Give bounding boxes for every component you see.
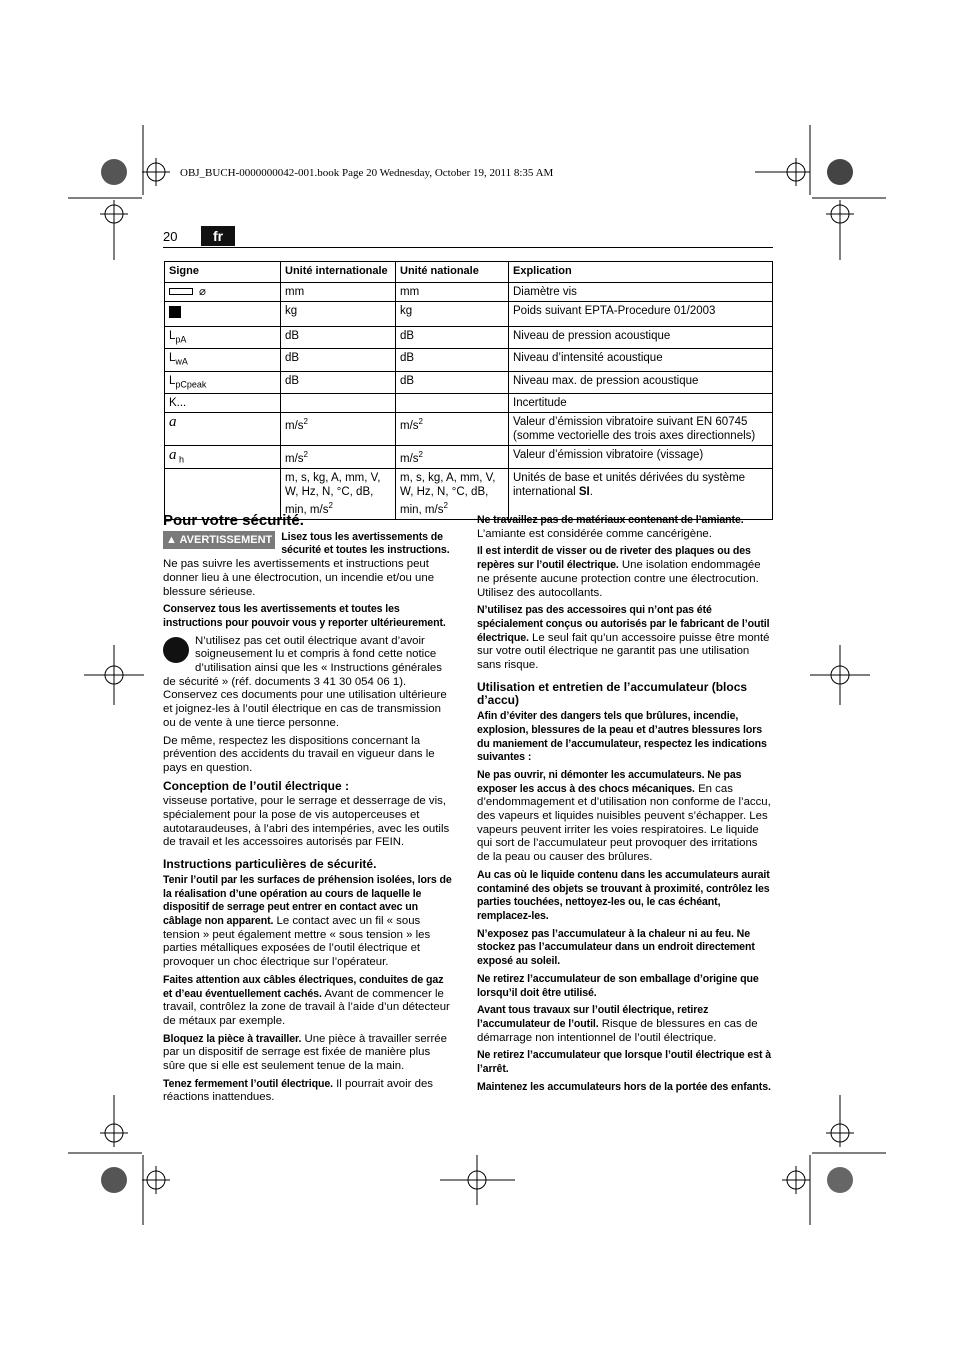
table-header-row	[165, 262, 773, 283]
table-header: Explication	[509, 262, 773, 283]
table-header: Unité internationale	[281, 262, 396, 283]
table-cell: $L_{wA}$	[165, 349, 281, 371]
paragraph: N’utilisez pas des accessoires qui n’ont pas été spécialement conçus ou autorisés par le fabricant de l’outil électrique. Le seul fait qu’un accessoire puisse être monté sur votre outil électrique ne garantit pas une utilisation sans risque.	[477, 604, 770, 672]
paragraph: Tenez fermement l’outil électrique. Il pourrait avoir des réactions inattendues.	[163, 1077, 433, 1104]
table-row	[165, 393, 773, 412]
table-cell: Valeur d’émission vibratoire (vissage)	[509, 445, 773, 468]
subheading: Utilisation et entretien de l’accumulateur (blocs d’accu)	[477, 679, 748, 708]
table-cell: m, s, kg, A, mm, V, W, Hz, N, °C, dB, min, $m/s^2$	[396, 469, 509, 520]
paragraph: Au cas où le liquide contenu dans les accumulateurs aurait contaminé des objets se trouvant à proximité, contrôlez les parties touchées, nettoyez-les ou, le cas échéant, remplacez-les.	[477, 868, 770, 922]
table-cell: $m/s^2$	[281, 445, 396, 468]
paragraph: Ne retirez l’accumulateur de son emballage d’origine que lorsqu’il doit être utilisé.	[477, 972, 759, 999]
table-row	[165, 412, 773, 445]
table-row	[165, 283, 773, 302]
table-cell: Niveau d’intensité acoustique	[509, 349, 773, 371]
table-header: Signe	[165, 262, 281, 283]
table-cell: Diamètre vis	[509, 283, 773, 302]
paragraph: Il est interdit de visser ou de riveter des plaques ou des repères sur l’outil électrique. Une isolation endommagée ne présente aucune protection contre une électrocution. Utilisez des autocollants.	[477, 545, 761, 599]
paragraph: Faites attention aux câbles électriques, conduites de gaz et d’eau éventuellement cachés. Avant de commencer le travail, contrôlez la zone de travail à l’aide d’un détecteur de métaux par exemple.	[163, 973, 450, 1027]
paragraph: Afin d’éviter des dangers tels que brûlures, incendie, explosion, blessures de la peau et d’autres blessures lors du maniement de l’accumulateur, respectez les indications suivantes :	[477, 710, 767, 764]
paragraph: visseuse portative, pour le serrage et desserrage de vis, spécialement pour la pose de vis autoperceuses et autotaraudeuses, à l’abri des intempéries, avec les outils de travail et les accessoires autorisés par FEIN.	[163, 795, 450, 849]
read-manual-icon	[163, 637, 189, 663]
table-cell: Poids suivant EPTA-Procedure 01/2003	[509, 302, 773, 327]
left-column	[163, 514, 455, 1109]
warning-badge: ▲ AVERTISSEMENT	[163, 531, 275, 549]
table-cell: Valeur d’émission vibratoire suivant EN 60745 (somme vectorielle des trois axes directionnels)	[509, 412, 773, 445]
paragraph: Avant tous travaux sur l’outil électrique, retirez l’accumulateur de l’outil. Risque de blessures en cas de démarrage non intentionnel de l’outil électrique.	[477, 1004, 758, 1044]
table-cell: Niveau max. de pression acoustique	[509, 371, 773, 393]
table-cell	[396, 393, 509, 412]
paragraph: Ne travaillez pas de matériaux contenant de l’amiante. L’amiante est considérée comme cancérigène.	[477, 514, 744, 540]
header-rule	[163, 247, 773, 248]
paragraph: Maintenez les accumulateurs hors de la portée des enfants.	[477, 1080, 771, 1093]
table-cell: dB	[396, 349, 509, 371]
table-cell: m, s, kg, A, mm, V, W, Hz, N, °C, dB, min, $m/s^2$	[281, 469, 396, 520]
table-row	[165, 445, 773, 468]
table-cell: Unités de base et unités dérivées du système international SI.	[509, 469, 773, 520]
table-cell: dB	[281, 349, 396, 371]
table-cell: mm	[281, 283, 396, 302]
table-cell: kg	[281, 302, 396, 327]
table-cell: a $_h$	[165, 445, 281, 468]
file-header-line: OBJ_BUCH-0000000042-001.book Page 20 Wednesday, October 19, 2011 8:35 AM	[180, 167, 554, 179]
table-cell: Incertitude	[509, 393, 773, 412]
table-cell	[281, 393, 396, 412]
paragraph: Ne pas ouvrir, ni démonter les accumulateurs. Ne pas exposer les accus à des chocs mécaniques. En cas d’endommagement et d’utilisation non conforme de l’accu, des vapeurs et liquides nuisibles peuvent s’échapper. Les vapeurs peuvent irriter les voies respiratoires. Le liquide qui sort de l’accumulateur peut provoquer des irritations de la peau ou causer des brûlures.	[477, 768, 771, 864]
paragraph: N’exposez pas l’accumulateur à la chaleur ni au feu. Ne stockez pas l’accumulateur dans un endroit directement exposé au soleil.	[477, 927, 755, 968]
table-cell: Niveau de pression acoustique	[509, 327, 773, 349]
table-cell: $m/s^2$	[281, 412, 396, 445]
table-cell: $L_{pCpeak}$	[165, 371, 281, 393]
table-cell: dB	[396, 327, 509, 349]
warning-triangle-icon: ▲	[166, 533, 177, 546]
read-manual-paragraph: N’utilisez pas cet outil électrique avant d’avoir soigneusement lu et compris à fond cette notice d’utilisation ainsi que les « Instructions générales de sécurité » (réf. documents 3 41 30 054 06 1). Conservez ces documents pour une utilisation ultérieure et joignez-les à l’outil électrique en cas de transmission ou de vente à une tierce personne.	[163, 634, 447, 729]
weight-icon	[165, 302, 281, 327]
table-row	[165, 327, 773, 349]
table-row	[165, 302, 773, 327]
screw-diameter-icon: ⌀	[165, 283, 281, 302]
table-cell: mm	[396, 283, 509, 302]
table-cell: $m/s^2$	[396, 445, 509, 468]
keep-instructions: Conservez tous les avertissements et toutes les instructions pour pouvoir vous y reporter ultérieurement.	[163, 603, 446, 629]
table-cell: dB	[396, 371, 509, 393]
paragraph: Ne retirez l’accumulateur que lorsque l’outil électrique est à l’arrêt.	[477, 1049, 772, 1076]
table-cell: $L_{pA}$	[165, 327, 281, 349]
paragraph: Tenir l’outil par les surfaces de préhension isolées, lors de la réalisation d’une opération au cours de laquelle le dispositif de serrage peut entrer en contact avec un câblage non apparent. Le contact avec un fil « sous tension » peut également mettre « sous tension » les parties métalliques exposées de l’outil électrique et provoquer un choc électrique sur l’opérateur.	[163, 873, 452, 969]
table-row	[165, 371, 773, 393]
warning-paragraph: ▲ AVERTISSEMENT Lisez tous les avertissements de sécurité et toutes les instructions. Ne pas suivre les avertissements et instructions peut donner lieu à une électrocution, un incendie et/ou une blessure sérieuse.	[163, 530, 450, 598]
table-cell: dB	[281, 371, 396, 393]
table-cell: kg	[396, 302, 509, 327]
subheading: Conception de l’outil électrique :	[163, 778, 350, 793]
table-cell: dB	[281, 327, 396, 349]
symbols-table	[164, 261, 773, 520]
paragraph: Bloquez la pièce à travailler. Une pièce à travailler serrée par un dispositif de serrage est fixée de manière plus sûre que si elle est seulement tenue de la main.	[163, 1032, 447, 1073]
section-title: Pour votre sécurité.	[163, 512, 304, 529]
table-row	[165, 349, 773, 371]
language-tab: fr	[201, 226, 235, 246]
page-number: 20	[163, 229, 178, 244]
table-cell: $m/s^2$	[396, 412, 509, 445]
subheading: Instructions particulières de sécurité.	[163, 857, 377, 872]
table-cell: K...	[165, 393, 281, 412]
table-header: Unité nationale	[396, 262, 509, 283]
right-column	[477, 514, 773, 1098]
paragraph: De même, respectez les dispositions concernant la prévention des accidents du travail en vigueur dans le pays en question.	[163, 734, 435, 774]
table-cell: a	[165, 412, 281, 445]
